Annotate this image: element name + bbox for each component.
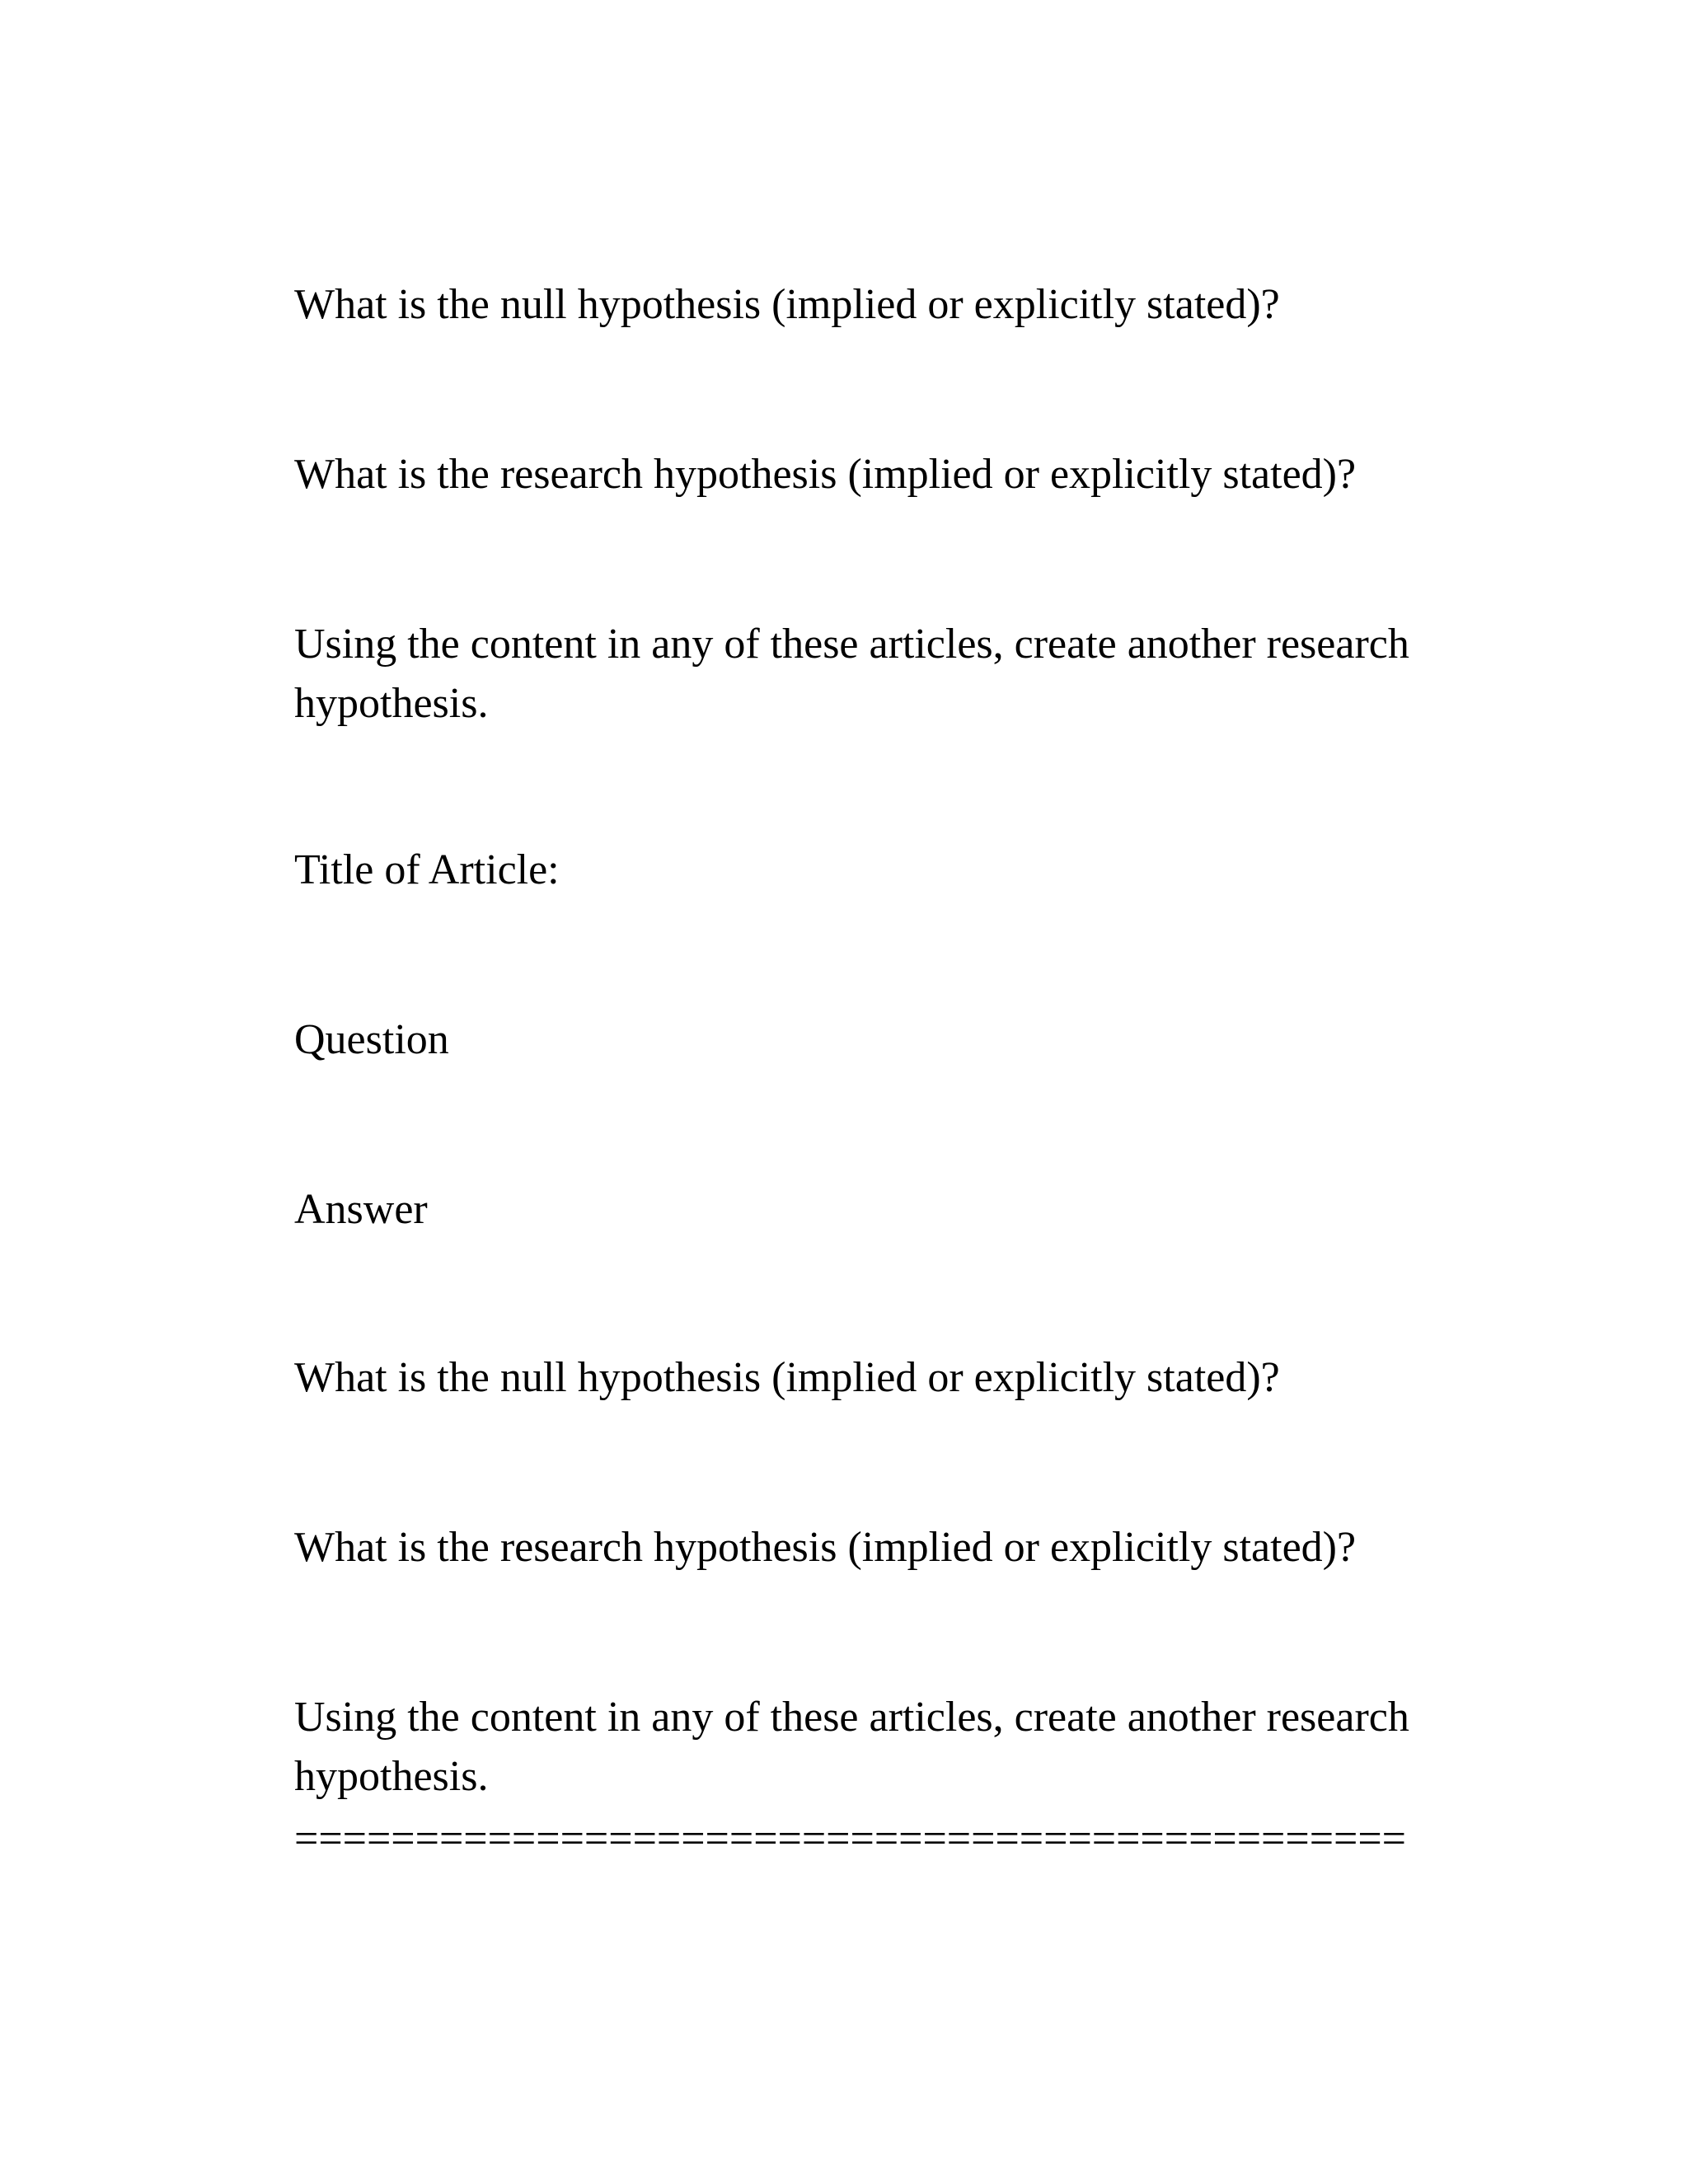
create-hypothesis-prompt-1-line-1: Using the content in any of these articles, create another research <box>294 621 1409 668</box>
answer-label: Answer <box>294 1186 428 1233</box>
create-hypothesis-prompt-2-line-1: Using the content in any of these articles, create another research <box>294 1694 1409 1741</box>
question-label: Question <box>294 1016 449 1063</box>
research-hypothesis-question-2: What is the research hypothesis (implied or explicitly stated)? <box>294 1524 1357 1571</box>
research-hypothesis-question-1: What is the research hypothesis (implied or explicitly stated)? <box>294 451 1357 498</box>
create-hypothesis-prompt-1-line-2: hypothesis. <box>294 680 489 727</box>
null-hypothesis-question-1: What is the null hypothesis (implied or explicitly stated)? <box>294 281 1280 328</box>
section-separator: ============================================== <box>294 1816 1407 1863</box>
article-title-label: Title of Article: <box>294 846 560 893</box>
null-hypothesis-question-2: What is the null hypothesis (implied or explicitly stated)? <box>294 1354 1280 1401</box>
create-hypothesis-prompt-2-line-2: hypothesis. <box>294 1753 489 1800</box>
